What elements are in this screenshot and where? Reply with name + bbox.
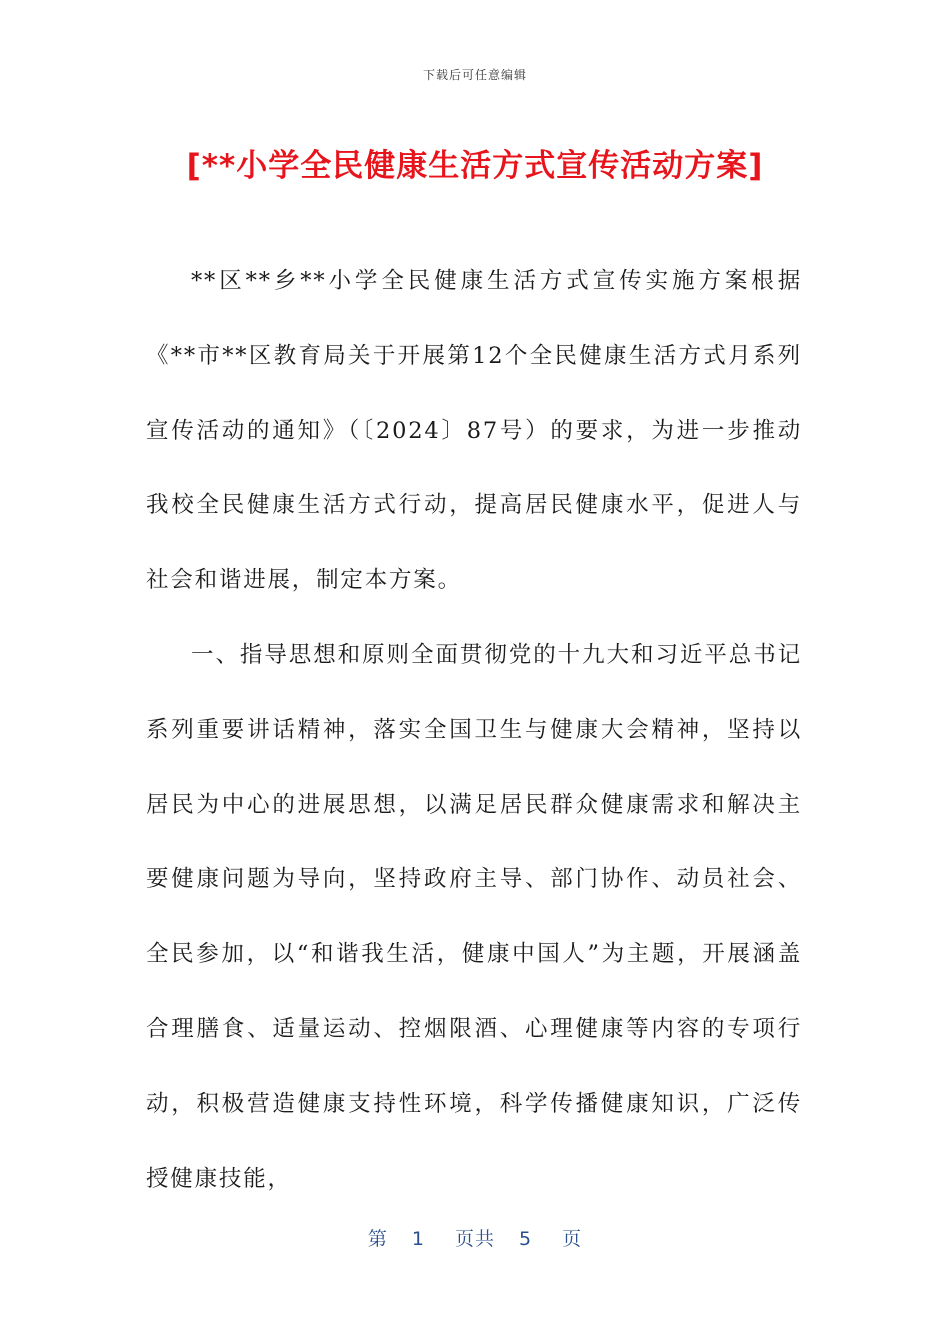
- page-footer: [0, 1224, 950, 1251]
- footer-current-page: 1: [411, 1228, 425, 1250]
- document-body: [146, 244, 802, 1216]
- header-note: 下载后可任意编辑: [422, 68, 527, 82]
- document-title: [**小学全民健康生活方式宣传活动方案]: [186, 148, 764, 184]
- footer-suffix: 页: [562, 1228, 583, 1250]
- footer-total-pages: 5: [519, 1228, 533, 1250]
- paragraph-intro: **区**乡**小学全民健康生活方式宣传实施方案根据《**市**区教育局关于开展第12个全民健康生活方式月系列宣传活动的通知》（〔2024〕87号）的要求，为进一步推动我校全民健康生活方式行动，提高居民健康水平，促进人与社会和谐进展，制定本方案。: [146, 268, 802, 594]
- paragraph-guiding-principles: 一、指导思想和原则全面贯彻党的十九大和习近平总书记系列重要讲话精神，落实全国卫生与健康大会精神，坚持以居民为中心的进展思想，以满足居民群众健康需求和解决主要健康问题为导向，坚持政府主导、部门协作、动员社会、全民参加，以“和谐我生活，健康中国人”为主题，开展涵盖合理膳食、适量运动、控烟限酒、心理健康等内容的专项行动，积极营造健康支持性环境，科学传播健康知识，广泛传授健康技能，: [146, 641, 802, 1192]
- footer-middle: 页共: [454, 1228, 495, 1250]
- footer-prefix: 第: [367, 1228, 388, 1250]
